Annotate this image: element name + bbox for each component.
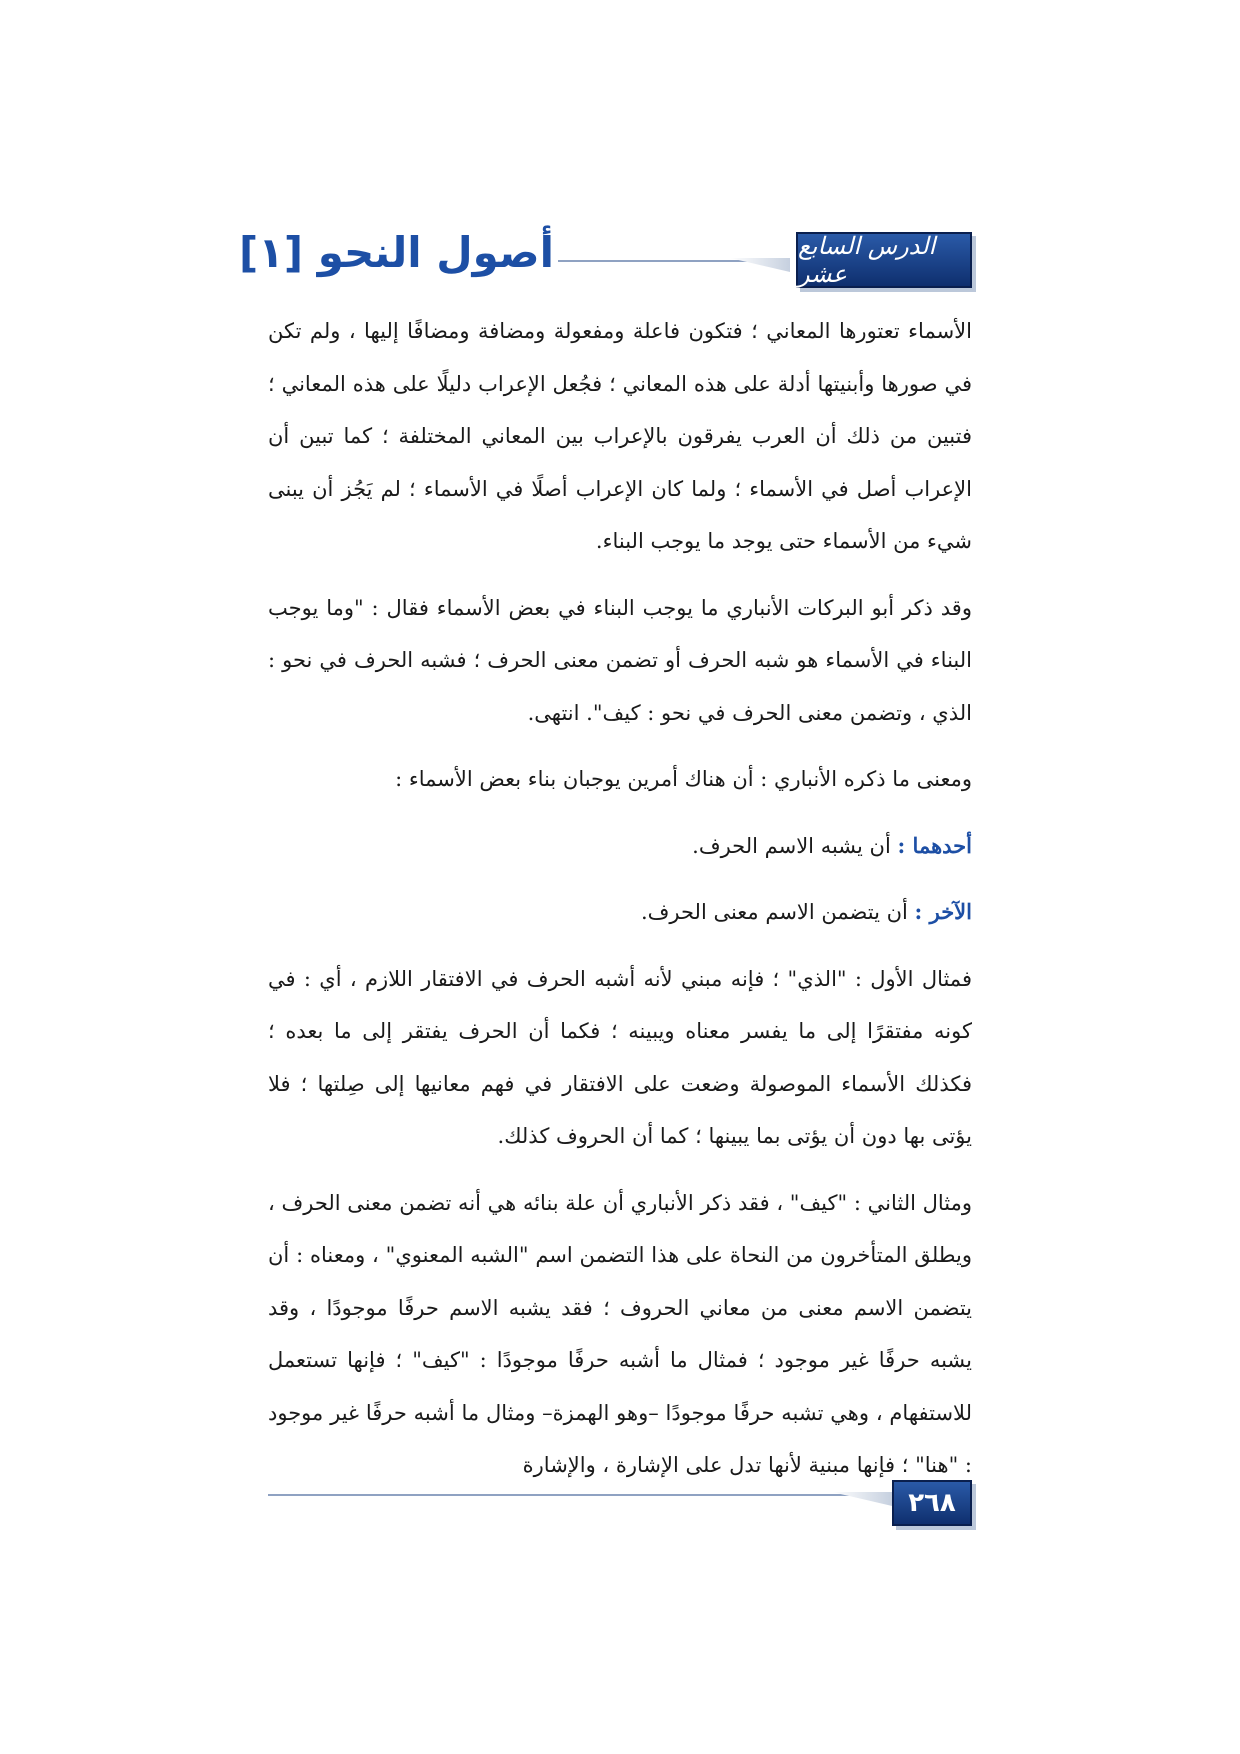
- footer-divider: [268, 1494, 892, 1496]
- second-term: الآخر :: [914, 899, 972, 924]
- page-body: [268, 305, 972, 1506]
- lesson-label-box: [796, 232, 972, 288]
- book-title: أصول النحو [١]: [239, 228, 554, 277]
- page-number: ٢٦٨: [908, 1488, 956, 1518]
- page-header: [239, 228, 972, 288]
- first-term: أحدهما :: [897, 832, 972, 858]
- paragraph-4: فمثال الأول : "الذي" ؛ فإنه مبني لأنه أشبه الحرف في الافتقار اللازم ، أي : في كونه مفتقرًا إلى ما يفسر معناه ويبينه ؛ فكما أن الحرف يفتقر إلى ما بعده ؛ فكذلك الأسماء الموصولة وضعت على الافتقار في فهم معانيها إلى صِلتها ؛ فلا يؤتى بها دون أن يؤتى بما يبينها ؛ كما أن الحروف كذلك.: [268, 966, 972, 1148]
- paragraph-1: الأسماء تعتورها المعاني ؛ فتكون فاعلة ومفعولة ومضافة ومضافًا إليها ، ولم تكن في صورها وأبنيتها أدلة على هذه المعاني ؛ فجُعل الإعراب دليلًا على هذه المعاني ؛ فتبين من ذلك أن العرب يفرقون بالإعراب بين المعاني المختلفة ؛ كما تبين أن الإعراب أصل في الأسماء ؛ ولما كان الإعراب أصلًا في الأسماء ؛ لم يَجُز أن يبنى شيء من الأسماء حتى يوجد ما يوجب البناء.: [268, 319, 972, 553]
- paragraph-3: ومعنى ما ذكره الأنباري : أن هناك أمرين يوجبان بناء بعض الأسماء :: [395, 767, 972, 791]
- paragraph-2: وقد ذكر أبو البركات الأنباري ما يوجب البناء في بعض الأسماء فقال : "وما يوجب البناء في الأسماء هو شبه الحرف أو تضمن معنى الحرف ؛ فشبه الحرف في نحو : الذي ، وتضمن معنى الحرف في نحو : كيف". انتهى.: [268, 595, 972, 725]
- paragraph-5: ومثال الثاني : "كيف" ، فقد ذكر الأنباري أن علة بنائه هي أنه تضمن معنى الحرف ، ويطلق المتأخرون من النحاة على هذا التضمن اسم "الشبه المعنوي" ، ومعناه : أن يتضمن الاسم معنى من معاني الحروف ؛ فقد يشبه الاسم حرفًا موجودًا ، وقد يشبه حرفًا غير موجود ؛ فمثال ما أشبه حرفًا موجودًا : "كيف" ؛ فإنها تستعمل للاستفهام ، وهي تشبه حرفًا موجودًا –وهو الهمزة– ومثال ما أشبه حرفًا غير موجود : "هنا" ؛ فإنها مبنية لأنها تدل على الإشارة ، والإشارة: [268, 1190, 972, 1477]
- header-divider: [558, 260, 790, 262]
- second-point: [268, 886, 972, 939]
- second-text: أن يتضمن الاسم معنى الحرف.: [640, 900, 915, 924]
- page-footer: [268, 1480, 972, 1530]
- first-text: أن يشبه الاسم الحرف.: [692, 833, 898, 858]
- page-number-box: [892, 1480, 972, 1526]
- lesson-label: الدرس السابع عشر: [798, 232, 936, 288]
- first-point: [268, 820, 972, 873]
